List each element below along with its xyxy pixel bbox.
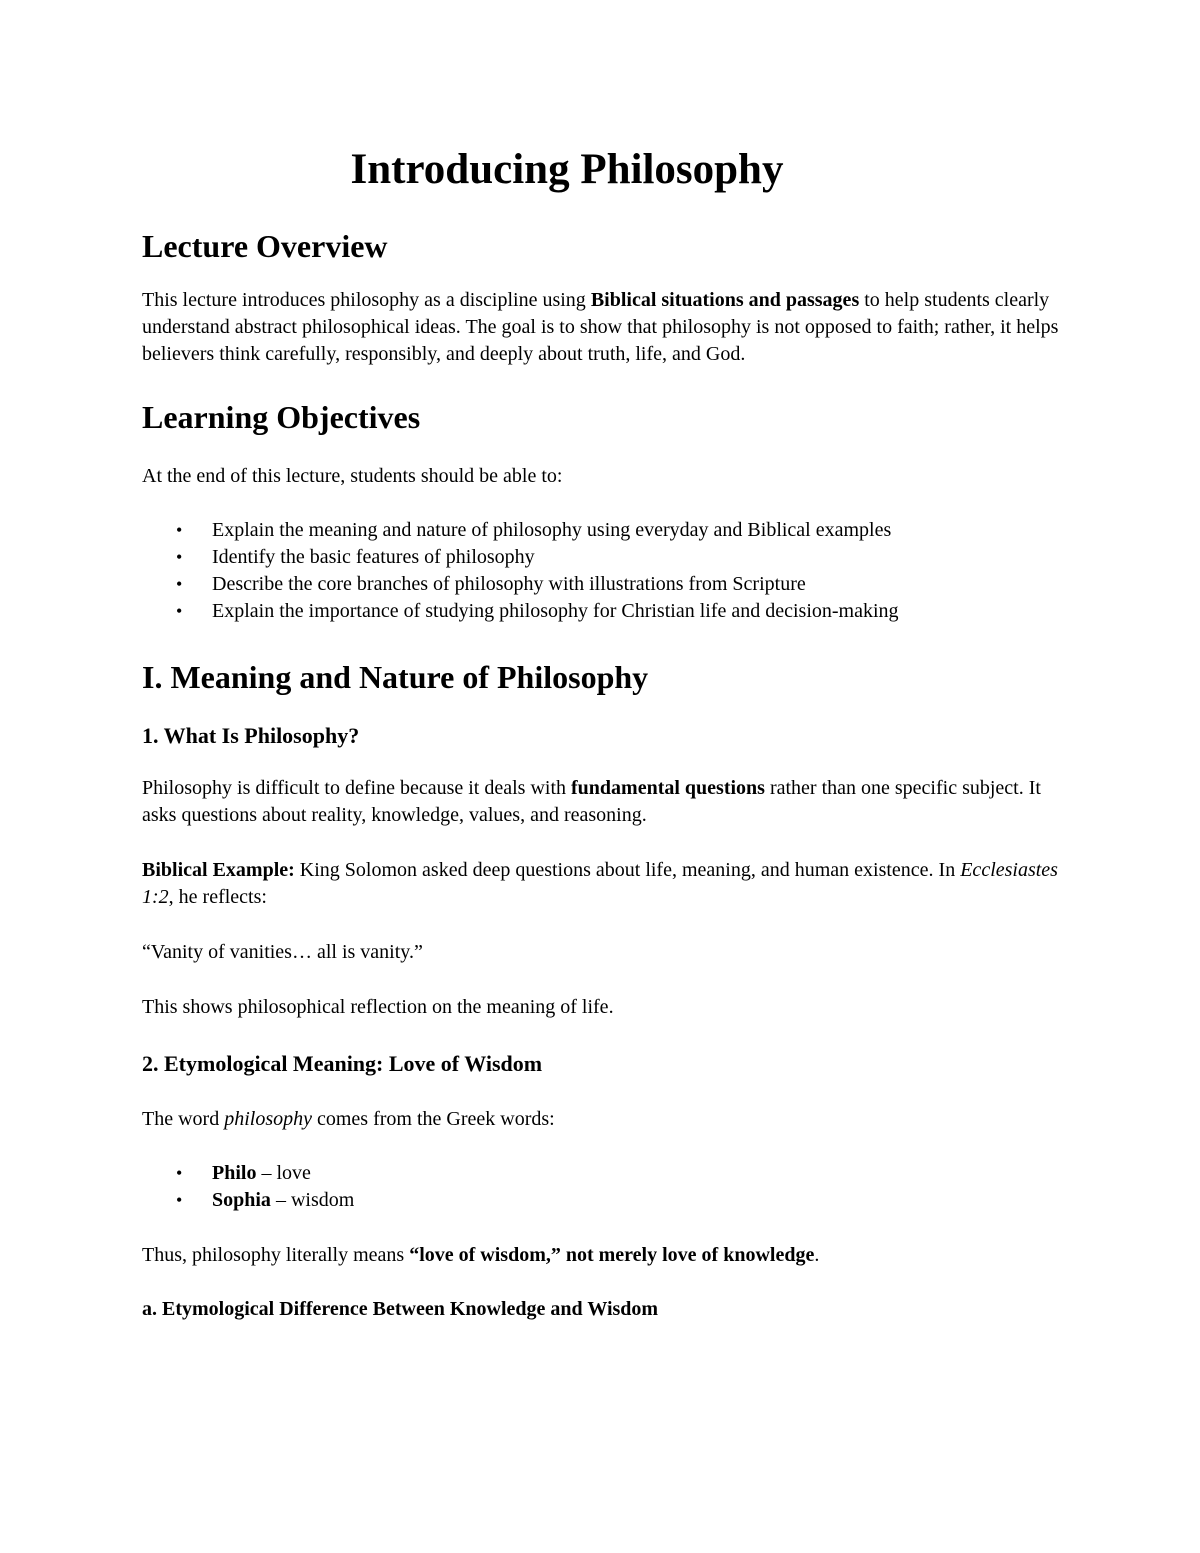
literal-meaning-paragraph: Thus, philosophy literally means “love of wisdom,” not merely love of knowledge. bbox=[142, 1244, 820, 1266]
scripture-quote: “Vanity of vanities… all is vanity.” bbox=[142, 941, 423, 963]
heading-section-one: I. Meaning and Nature of Philosophy bbox=[142, 659, 649, 695]
list-item: • Explain the importance of studying philosophy for Christian life and decision-making bbox=[142, 598, 1072, 625]
literal-meaning-bold: “love of wisdom,” not merely love of knowledge bbox=[409, 1244, 815, 1266]
greek-term: Sophia bbox=[212, 1189, 271, 1211]
objectives-list bbox=[142, 517, 1072, 625]
bullet-icon: • bbox=[176, 1163, 183, 1183]
list-item: • Describe the core branches of philosophy with illustrations from Scripture bbox=[142, 571, 1072, 598]
definition-paragraph: Philosophy is difficult to define because it deals with fundamental questions rather than one specific subject. It asks questions about reality, knowledge, values, and reasoning. bbox=[142, 777, 1041, 826]
heading-knowledge-vs-wisdom: a. Etymological Difference Between Knowledge and Wisdom bbox=[142, 1298, 659, 1320]
heading-learning-objectives: Learning Objectives bbox=[142, 399, 421, 435]
reflection-paragraph: This shows philosophical reflection on the meaning of life. bbox=[142, 996, 614, 1018]
heading-lecture-overview: Lecture Overview bbox=[142, 228, 388, 264]
overview-bold-phrase: Biblical situations and passages bbox=[590, 289, 860, 311]
bullet-icon: • bbox=[176, 520, 183, 540]
objectives-intro: At the end of this lecture, students should be able to: bbox=[142, 465, 563, 487]
document-title: Introducing Philosophy bbox=[350, 146, 784, 193]
definition-bold-phrase: fundamental questions bbox=[571, 777, 765, 799]
list-item: • Philo – love bbox=[142, 1160, 1072, 1187]
overview-text-start: This lecture introduces philosophy as a discipline using bbox=[142, 289, 591, 311]
list-item: • Sophia – wisdom bbox=[142, 1187, 1072, 1214]
heading-etymological-meaning: 2. Etymological Meaning: Love of Wisdom bbox=[142, 1051, 543, 1076]
italic-term: philosophy bbox=[224, 1108, 312, 1130]
heading-what-is-philosophy: 1. What Is Philosophy? bbox=[142, 723, 360, 748]
overview-text-end: to help students clearly understand abstract philosophical ideas. The goal is to show that philosophy is not opposed to faith; rather, it helps believers think carefully, responsibly, and deeply about truth, life, and God. bbox=[142, 289, 1059, 365]
overview-paragraph bbox=[142, 287, 1072, 368]
biblical-example-paragraph: Biblical Example: King Solomon asked deep questions about life, meaning, and human existence. In Ecclesiastes 1:2, he reflects: bbox=[142, 859, 1058, 908]
document-content bbox=[142, 140, 1072, 1323]
etymology-intro: The word philosophy comes from the Greek words: bbox=[142, 1108, 555, 1130]
list-item: • Explain the meaning and nature of philosophy using everyday and Biblical examples bbox=[142, 517, 1072, 544]
biblical-example-label: Biblical Example: bbox=[142, 859, 295, 881]
list-item: • Identify the basic features of philosophy bbox=[142, 544, 1072, 571]
greek-terms-list bbox=[142, 1160, 1072, 1214]
bullet-icon: • bbox=[176, 547, 183, 567]
greek-term: Philo bbox=[212, 1162, 257, 1184]
bullet-icon: • bbox=[176, 1190, 183, 1210]
bullet-icon: • bbox=[176, 601, 183, 621]
bullet-icon: • bbox=[176, 574, 183, 594]
scripture-reference: Ecclesiastes 1:2 bbox=[142, 859, 1058, 908]
